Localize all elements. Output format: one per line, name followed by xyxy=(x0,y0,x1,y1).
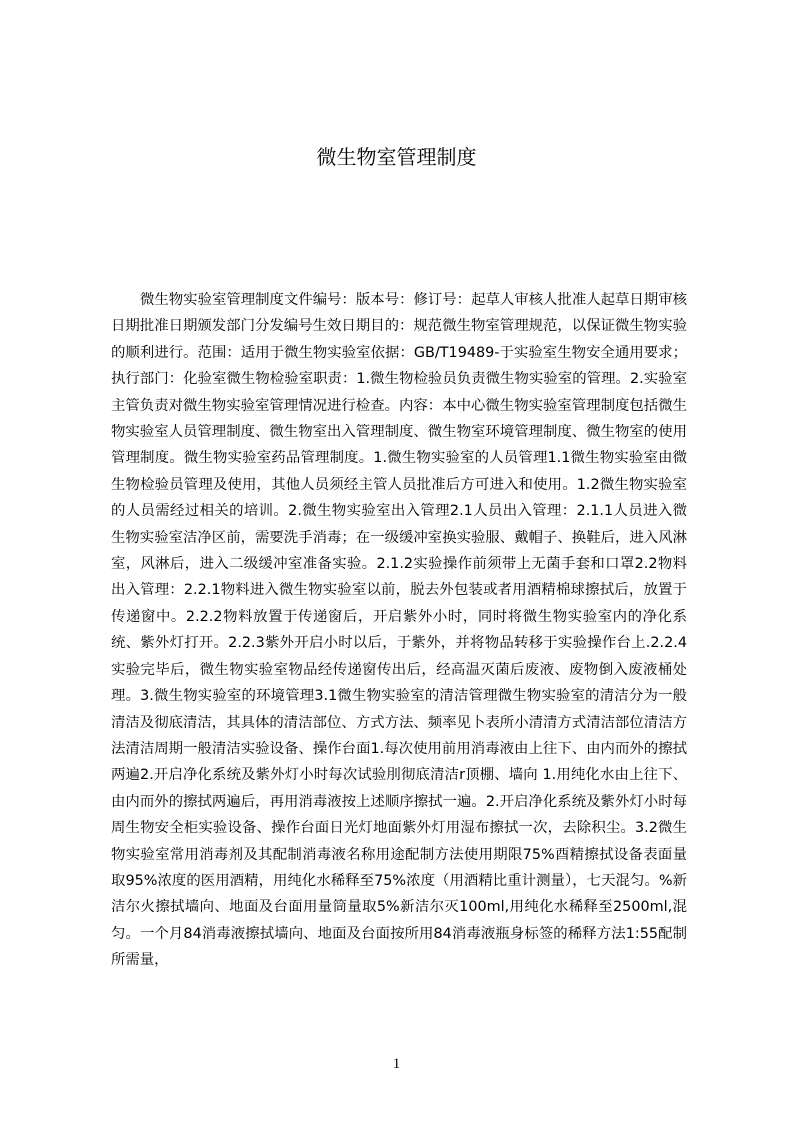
page-number: 1 xyxy=(392,1056,401,1072)
document-body-paragraph: 微生物实验室管理制度文件编号：版本号：修订号：起草人审核人批准人起草日期审核日期批准日期颁发部门分发编号生效日期目的：规范微生物室管理规范，以保证微生物实验的顺利进行。范围：适用于微生物实验室依据：GB/T19489-于实验室生物安全通用要求；执行部门：化验室微生物检验室职责：1.微生物检验员负责微生物实验室的管理。2.实验室主管负责对微生物实验室管理情况进行检查。内容：本中心微生物实验室管理制度包括微生物实验室人员管理制度、微生物室出入管理制度、微生物室环境管理制度、微生物室的使用管理制度。微生物实验室药品管理制度。1.微生物实验室的人员管理1.1微生物实验室由微生物检验员管理及使用，其他人员须经主管人员批准后方可进入和使用。1.2微生物实验室的人员需经过相关的培训。2.微生物实验室出入管理2.1人员出入管理：2.1.1人员进入微生物实验室洁净区前，需要洗手消毒；在一级缓冲室换实验服、戴帽子、换鞋后，进入风淋室，风淋后，进入二级缓冲室准备实验。2.1.2实验操作前须带上无菌手套和口罩2.2物料出入管理：2.2.1物料进入微生物实验室以前，脱去外包装或者用酒精棉球擦拭后，放置于传递窗中。2.2.2物料放置于传递窗后，开启紫外小时，同时将微生物实验室内的净化系统、紫外灯打开。2.2.3紫外开启小时以后，于紫外，并将物品转移于实验操作台上.2.2.4实验完毕后，微生物实验室物品经传递窗传出后，经高温灭菌后废液、废物倒入废液桶处理。3.微生物实验室的环境管理3.1微生物实验室的清洁管理微生物实验室的清洁分为一般清洁及彻底清洁，其具体的清洁部位、方式方法、频率见卜表所小清清方式清洁部位清洁方法清洁周期一般清洁实验设备、操作台面1.每次使用前用消毒液由上往下、由内而外的擦拭两遍2.开启净化系统及紫外灯小时每次试验刖彻底清洁r顶棚、墙向 1.用纯化水由上往下、由内而外的擦拭两遍后，再用消毒液按上述顺序擦拭一遍。2.开启净化系统及紫外灯小时每周生物安全柜实验设备、操作台面日光灯地面紫外灯用湿布擦拭一次，去除积尘。3.2微生物实验室常用消毒剂及其配制消毒液名称用途配制方法使用期限75%酉精擦拭设备表面量取95%浓度的医用酒精，用纯化水稀释至75%浓度（用酒精比重计测量），七天混匀。%新洁尔火擦拭墙向、地面及台面用量筒量取5%新洁尔灭100ml,用纯化水稀释至2500ml,混匀。一个月84消毒液擦拭墙向、地面及台面按所用84消毒液瓶身标签的稀释方法1:55配制所需量， xyxy=(111,292,687,969)
document-title: 微生物室管理制度 xyxy=(316,145,477,169)
